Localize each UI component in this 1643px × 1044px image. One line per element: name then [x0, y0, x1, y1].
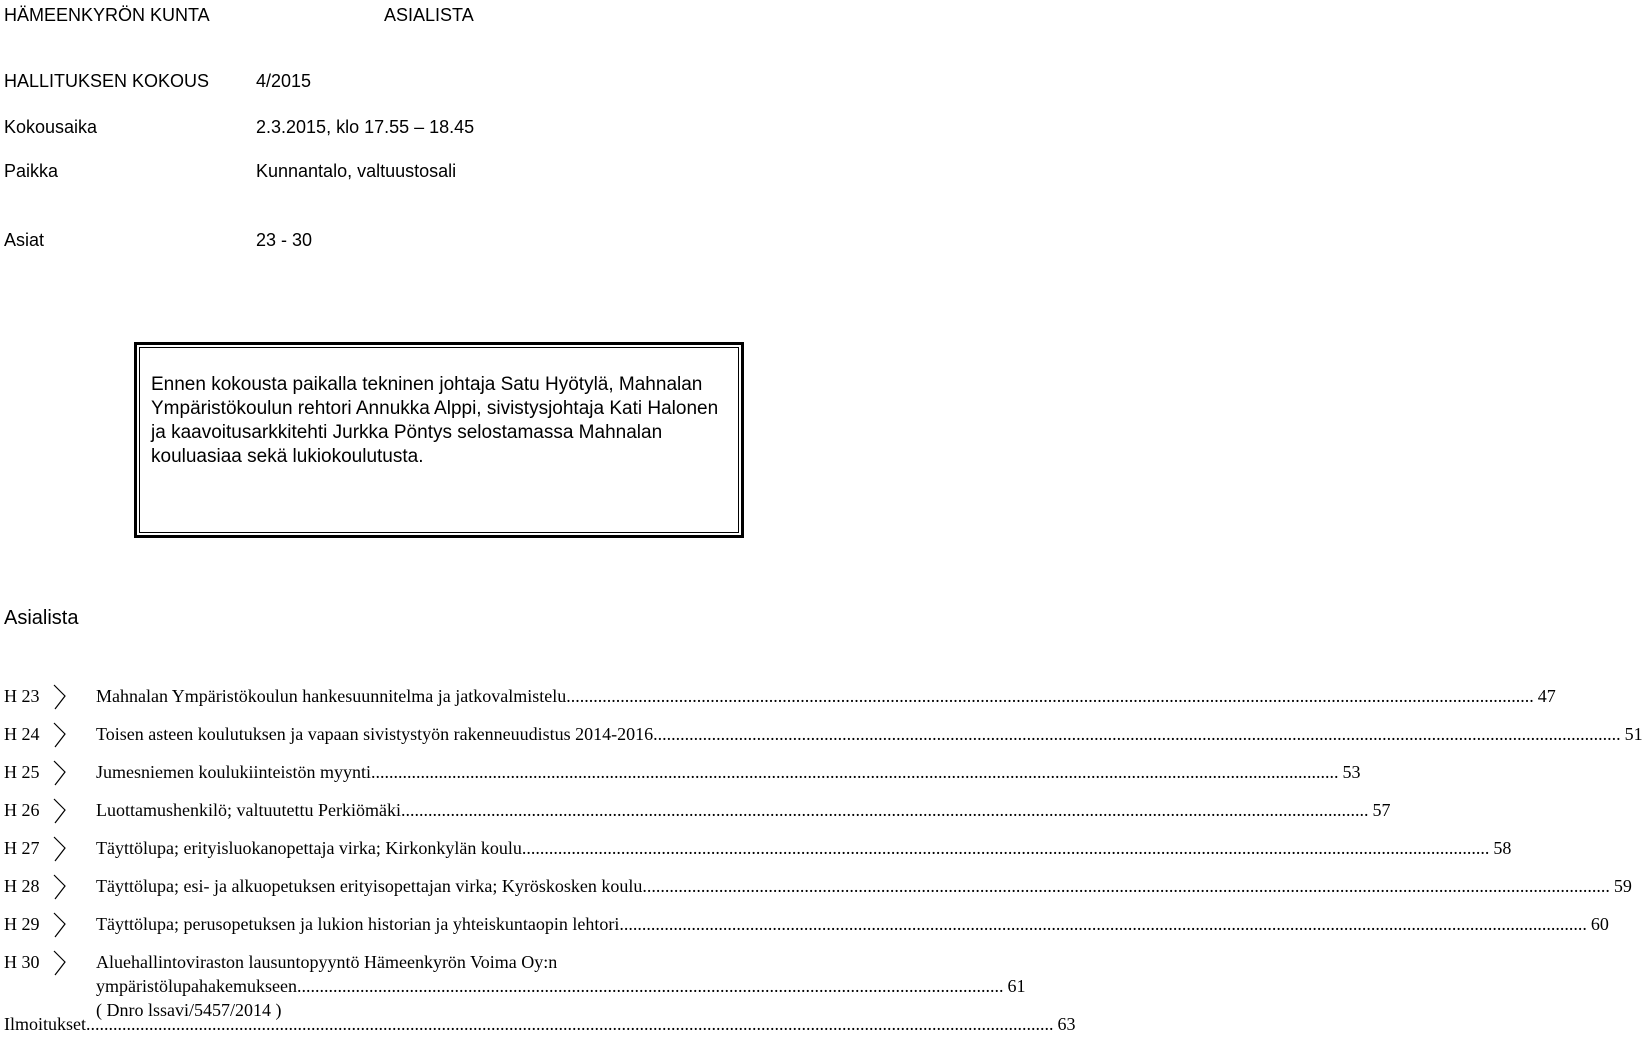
agenda-item-page: 58	[1493, 838, 1512, 858]
notice-box	[134, 342, 744, 538]
agenda-item[interactable]	[4, 798, 1391, 822]
agenda-item-number: H 28	[4, 876, 40, 896]
agenda-item-page: 60	[1590, 914, 1609, 934]
meeting-time-label: Kokousaika	[4, 117, 98, 137]
agenda-item-title: Täyttölupa; esi- ja alkuopetuksen erityisopettajan virka; Kyröskosken koulu	[96, 876, 643, 896]
agenda-items-range: 23 - 30	[256, 230, 313, 250]
notice-text: Ennen kokousta paikalla tekninen johtaja Satu Hyötylä, Mahnalan Ympäristökoulun rehtori Annukka Alppi, sivistysjohtaja Kati Halonen ja kaavoitusarkkitehti Jurkka Pöntys selostamassa Mahnalan kouluasiaa sekä lukiokoulutusta.	[151, 374, 719, 467]
separator-mark-icon	[50, 758, 70, 788]
agenda-item-page: 53	[1342, 762, 1361, 782]
agenda-item-page: 59	[1613, 876, 1632, 896]
municipality-name: HÄMEENKYRÖN KUNTA	[4, 5, 210, 25]
agenda-item-number: H 29	[4, 914, 40, 934]
agenda-list	[4, 684, 1643, 1044]
agenda-item-page: 51	[1624, 724, 1643, 744]
agenda-items-label: Asiat	[4, 230, 45, 250]
announcements-page: 63	[1057, 1014, 1076, 1034]
meeting-body: HALLITUKSEN KOKOUS	[4, 71, 210, 91]
separator-mark-icon	[50, 910, 70, 940]
separator-mark-icon	[50, 834, 70, 864]
agenda-item-page: 61	[1007, 976, 1026, 996]
agenda-item[interactable]	[4, 874, 1632, 898]
agenda-item[interactable]	[4, 836, 1512, 860]
separator-mark-icon	[50, 796, 70, 826]
meeting-place-value: Kunnantalo, valtuustosali	[256, 161, 457, 181]
agenda-item[interactable]	[4, 760, 1361, 784]
agenda-item[interactable]: H 30 Aluehallintoviraston lausuntopyyntö Hämeenkyrön Voima Oy:n ympäristölupahakemukseen ( Dnro lssavi/5457/2014 ) ............................................................................................................................................................. 61	[4, 950, 958, 998]
agenda-item-title: Täyttölupa; erityisluokanopettaja virka; Kirkonkylän koulu	[96, 838, 522, 858]
agenda-item-page: 47	[1537, 686, 1556, 706]
agenda-item-title: Jumesniemen koulukiinteistön myynti	[96, 762, 371, 782]
separator-mark-icon	[50, 720, 70, 750]
agenda-item-number: H 25	[4, 762, 40, 782]
meeting-number: 4/2015	[256, 71, 312, 91]
separator-mark-icon	[50, 872, 70, 902]
document-type: ASIALISTA	[384, 5, 474, 25]
meeting-place-label: Paikka	[4, 161, 59, 181]
agenda-item-title: Luottamushenkilö; valtuutettu Perkiömäki	[96, 800, 401, 820]
separator-mark-icon	[50, 682, 70, 712]
agenda-item[interactable]	[4, 722, 1643, 746]
meeting-time-value: 2.3.2015, klo 17.55 – 18.45	[256, 117, 475, 137]
agenda-item[interactable]	[4, 912, 1609, 936]
agenda-item-title-continued: ympäristölupahakemukseen ( Dnro lssavi/5457/2014 )	[96, 976, 297, 1020]
agenda-item-title: Mahnalan Ympäristökoulun hankesuunnitelma ja jatkovalmistelu	[96, 686, 567, 706]
agenda-item-number: H 27	[4, 838, 40, 858]
agenda-item-number: H 30	[4, 952, 40, 972]
agenda-heading: Asialista	[4, 607, 79, 629]
agenda-item[interactable]	[4, 684, 1556, 708]
agenda-item-number: H 26	[4, 800, 40, 820]
agenda-item-title: Täyttölupa; perusopetuksen ja lukion historian ja yhteiskuntaopin lehtori	[96, 914, 620, 934]
agenda-item-number: H 24	[4, 724, 40, 744]
agenda-item-page: 57	[1372, 800, 1391, 820]
separator-mark-icon	[50, 948, 70, 978]
announcements-title: Ilmoitukset	[4, 1014, 86, 1034]
agenda-item-title: Aluehallintoviraston lausuntopyyntö Hämeenkyrön Voima Oy:n	[96, 952, 558, 972]
agenda-item-number: H 23	[4, 686, 40, 706]
agenda-item-title: Toisen asteen koulutuksen ja vapaan sivistystyön rakenneuudistus 2014-2016	[96, 724, 654, 744]
announcements-item[interactable]	[4, 1012, 1076, 1036]
